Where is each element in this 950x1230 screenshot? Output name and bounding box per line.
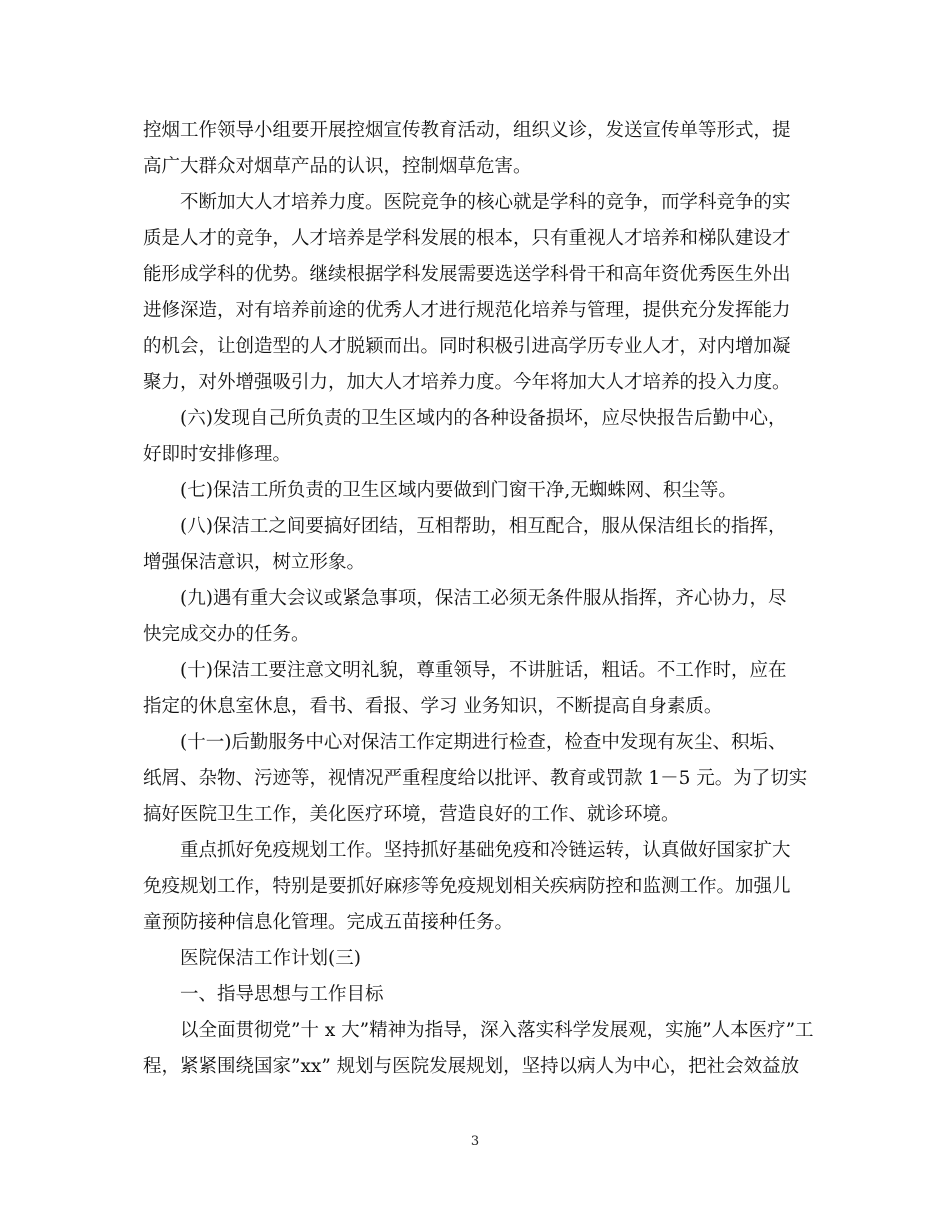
text-line: 进修深造，对有培养前途的优秀人才进行规范化培养与管理，提供充分发挥能力 (143, 300, 791, 321)
text-line: 的机会，让创造型的人才脱颖而出。同时积极引进高学历专业人才，对内增加凝 (143, 336, 791, 357)
text-line: 好即时安排修理。 (143, 444, 292, 465)
text-line: 聚力，对外增强吸引力，加大人才培养力度。今年将加大人才培养的投入力度。 (143, 372, 791, 393)
text-line: 纸屑、杂物、污迹等，视情况严重程度给以批评、教育或罚款 1－5 元。为了切实 (143, 768, 808, 789)
text-line: 程，紧紧围绕国家”xx” 规划与医院发展规划，坚持以病人为中心，把社会效益放 (143, 1056, 800, 1077)
text-line: 质是人才的竞争，人才培养是学科发展的根本，只有重视人才培养和梯队建设才 (143, 228, 791, 249)
text-line: 童预防接种信息化管理。完成五苗接种任务。 (143, 912, 514, 933)
text-line: 以全面贯彻党”十 x 大”精神为指导，深入落实科学发展观，实施”人本医疗”工 (180, 1020, 814, 1041)
text-line: 不断加大人才培养力度。医院竞争的核心就是学科的竞争，而学科竞争的实 (180, 192, 791, 213)
text-line: 增强保洁意识，树立形象。 (143, 552, 366, 573)
section-heading: 医院保洁工作计划(三) (180, 948, 361, 969)
subsection-heading: 一、指导思想与工作目标 (180, 984, 384, 1005)
body-text (143, 113, 814, 1085)
text-line: (七)保洁工所负责的卫生区域内要做到门窗干净,无蜘蛛网、积尘等。 (180, 480, 737, 501)
text-line: 高广大群众对烟草产品的认识，控制烟草危害。 (143, 156, 532, 177)
text-line: 控烟工作领导小组要开展控烟宣传教育活动，组织义诊，发送宣传单等形式，提 (143, 120, 791, 141)
text-line: (十)保洁工要注意文明礼貌，尊重领导，不讲脏话，粗话。不工作时，应在 (180, 660, 787, 681)
page-number: 3 (470, 1134, 480, 1149)
text-line: (八)保洁工之间要搞好团结，互相帮助，相互配合，服从保洁组长的指挥， (180, 516, 787, 537)
text-line: (九)遇有重大会议或紧急事项，保洁工必须无条件服从指挥，齐心协力，尽 (180, 588, 787, 609)
text-line: 能形成学科的优势。继续根据学科发展需要选送学科骨干和高年资优秀医生外出 (143, 264, 791, 285)
text-line: 重点抓好免疫规划工作。坚持抓好基础免疫和冷链运转，认真做好国家扩大 (180, 840, 791, 861)
text-line: 免疫规划工作，特别是要抓好麻疹等免疫规划相关疾病防控和监测工作。加强儿 (143, 876, 791, 897)
text-line: 快完成交办的任务。 (143, 624, 310, 645)
text-line: 搞好医院卫生工作，美化医疗环境，营造良好的工作、就诊环境。 (143, 804, 680, 825)
text-line: (十一)后勤服务中心对保洁工作定期进行检查，检查中发现有灰尘、积垢、 (180, 732, 787, 753)
text-line: 指定的休息室休息，看书、看报、学习 业务知识，不断提高自身素质。 (143, 696, 723, 717)
text-line: (六)发现自己所负责的卫生区域内的各种设备损坏，应尽快报告后勤中心， (180, 408, 787, 429)
